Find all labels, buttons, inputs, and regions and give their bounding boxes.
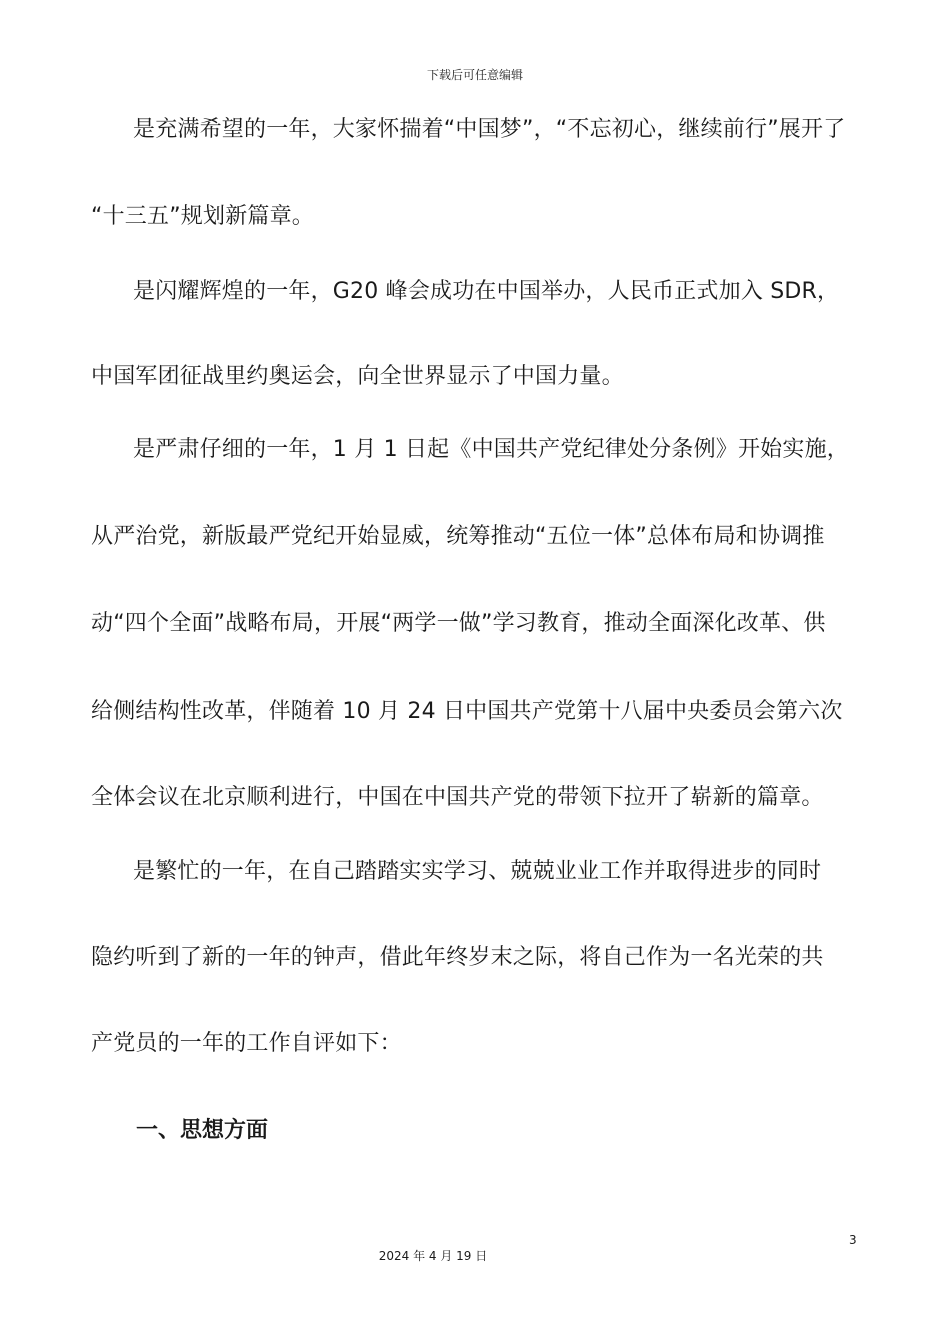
- paragraph-line: 是充满希望的一年，大家怀揣着“中国梦”，“不忘初心，继续前行”展开了: [133, 117, 846, 142]
- paragraph-line: 全体会议在北京顺利进行，中国在中国共产党的带领下拉开了崭新的篇章。: [91, 785, 824, 810]
- header-note: 下载后可任意编辑: [426, 68, 523, 82]
- paragraph-line: 中国军团征战里约奥运会，向全世界显示了中国力量。: [91, 364, 624, 389]
- paragraph-line: 给侧结构性改革，伴随着 10 月 24 日中国共产党第十八届中央委员会第六次: [91, 699, 843, 724]
- paragraph-line: 是繁忙的一年，在自己踏踏实实学习、兢兢业业工作并取得进步的同时: [133, 859, 822, 884]
- paragraph-line: 是闪耀辉煌的一年，G20 峰会成功在中国举办，人民币正式加入 SDR，: [133, 279, 840, 304]
- paragraph-line: “十三五”规划新篇章。: [91, 204, 314, 229]
- footer-date: 2024 年 4 月 19 日: [378, 1249, 488, 1263]
- paragraph-line: 产党员的一年的工作自评如下：: [91, 1031, 402, 1056]
- paragraph-line: 是严肃仔细的一年，1 月 1 日起《中国共产党纪律处分条例》开始实施，: [133, 437, 849, 462]
- paragraph-line: 动“四个全面”战略布局，开展“两学一做”学习教育，推动全面深化改革、供: [91, 611, 826, 636]
- paragraph-line: 从严治党，新版最严党纪开始显威，统筹推动“五位一体”总体布局和协调推: [91, 524, 825, 549]
- page-number: 3: [849, 1233, 857, 1247]
- section-heading: 一、思想方面: [136, 1118, 269, 1143]
- paragraph-line: 隐约听到了新的一年的钟声，借此年终岁末之际，将自己作为一名光荣的共: [91, 945, 824, 970]
